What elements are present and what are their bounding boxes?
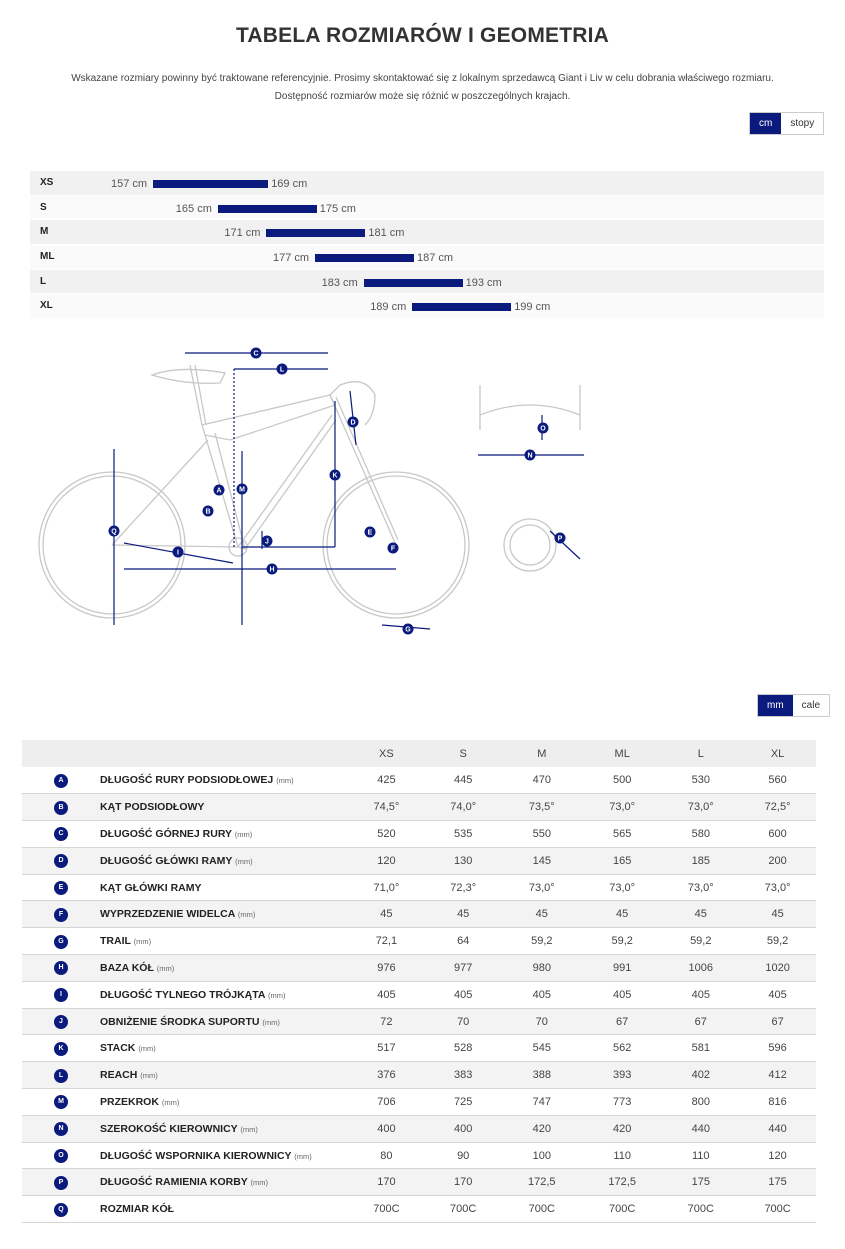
top-tube <box>202 395 335 440</box>
measurement-value: 420 <box>502 1115 582 1142</box>
measurement-unit: (mm) <box>237 910 256 920</box>
measurement-value: 170 <box>348 1169 425 1196</box>
geometry-row <box>22 901 816 928</box>
diagram-badge-p <box>555 533 566 544</box>
measurement-unit: (mm) <box>161 1097 180 1107</box>
measurement-value: 600 <box>739 821 816 848</box>
size-row <box>30 270 824 295</box>
diagram-badge-l <box>277 364 288 375</box>
col-header: S <box>425 740 502 767</box>
measurement-name: DŁUGOŚĆ TYLNEGO TRÓJKĄTA (mm) <box>100 981 348 1008</box>
row-badge: L <box>54 1069 68 1083</box>
measurement-value: 376 <box>348 1062 425 1089</box>
svg-text:G: G <box>405 626 411 634</box>
measurement-unit: (mm) <box>262 1017 280 1027</box>
measurement-value: 565 <box>582 821 662 848</box>
measurement-value: 71,0° <box>348 874 425 901</box>
geometry-row <box>22 874 816 901</box>
measurement-unit: (mm) <box>133 937 152 947</box>
measurement-value: 700C <box>739 1196 816 1223</box>
measurement-value: 130 <box>425 847 502 874</box>
min-height-label: 183 cm <box>321 276 358 289</box>
measurement-value: 747 <box>502 1089 582 1116</box>
measurement-value: 70 <box>425 1008 502 1035</box>
svg-text:J: J <box>265 538 269 546</box>
diagram-badge-k <box>330 470 341 481</box>
height-range-bar <box>266 229 365 237</box>
diagram-badge-e <box>365 527 376 538</box>
unit-feet-button[interactable]: stopy <box>781 113 823 134</box>
max-height-label: 199 cm <box>514 301 551 314</box>
measurement-unit: (mm) <box>294 1151 312 1161</box>
height-range-bar <box>412 303 511 311</box>
geometry-header-row <box>22 740 816 767</box>
geometry-row <box>22 767 816 794</box>
measurement-value: 530 <box>662 767 739 794</box>
diagram-badge-m <box>237 484 248 495</box>
height-range-bar <box>153 180 268 188</box>
max-height-label: 181 cm <box>368 227 405 240</box>
measurement-unit: (mm) <box>235 856 253 866</box>
min-height-label: 157 cm <box>111 178 148 190</box>
measurement-value: 517 <box>348 1035 425 1062</box>
measurement-value: 470 <box>502 767 582 794</box>
measurement-value: 383 <box>425 1062 502 1089</box>
measurement-value: 145 <box>502 847 582 874</box>
measurement-value: 388 <box>502 1062 582 1089</box>
measurement-name: STACK (mm) <box>100 1035 348 1062</box>
min-height-label: 165 cm <box>175 202 212 215</box>
size-label: ML <box>40 251 55 263</box>
measurement-value: 977 <box>425 955 502 982</box>
measurement-value: 45 <box>502 901 582 928</box>
row-badge: G <box>54 935 68 949</box>
measurement-value: 74,5° <box>348 794 425 821</box>
disclaimer-line-2: Dostępność rozmiarów może się różnić w poszczególnych krajach. <box>274 91 571 102</box>
measurement-value: 405 <box>582 981 662 1008</box>
measurement-value: 73,0° <box>662 794 739 821</box>
row-badge: H <box>54 961 68 975</box>
measurement-value: 393 <box>582 1062 662 1089</box>
unit-mm-button[interactable]: mm <box>758 695 793 716</box>
measurement-value: 73,0° <box>582 794 662 821</box>
measurement-value: 45 <box>662 901 739 928</box>
measurement-name: OBNIŻENIE ŚRODKA SUPORTU (mm) <box>100 1008 348 1035</box>
row-badge: C <box>54 827 68 841</box>
down-tube <box>238 415 336 549</box>
unit-inch-button[interactable]: cale <box>793 695 829 716</box>
measurement-value: 980 <box>502 955 582 982</box>
measurement-unit: (mm) <box>268 990 286 1000</box>
row-badge: P <box>54 1176 68 1190</box>
size-row <box>30 294 824 319</box>
measurement-name: TRAIL (mm) <box>100 928 348 955</box>
svg-text:M: M <box>239 486 245 494</box>
measurement-value: 773 <box>582 1089 662 1116</box>
saddle <box>152 369 225 383</box>
size-label: S <box>40 201 47 213</box>
measurement-name: BAZA KÓŁ (mm) <box>100 955 348 982</box>
measurement-value: 405 <box>425 981 502 1008</box>
measurement-value: 73,5° <box>502 794 582 821</box>
measurement-value: 800 <box>662 1089 739 1116</box>
col-header: L <box>662 740 739 767</box>
measurement-value: 175 <box>662 1169 739 1196</box>
size-row <box>30 196 824 221</box>
geometry-row <box>22 955 816 982</box>
measurement-value: 528 <box>425 1035 502 1062</box>
height-range-bar <box>218 205 317 213</box>
svg-text:E: E <box>367 529 373 537</box>
rider-height-chart <box>30 171 824 319</box>
measurement-value: 72,1 <box>348 928 425 955</box>
measurement-value: 45 <box>582 901 662 928</box>
geometry-row <box>22 1196 816 1223</box>
row-badge: M <box>54 1095 68 1109</box>
row-badge: K <box>54 1042 68 1056</box>
seatpost <box>190 365 206 425</box>
svg-text:L: L <box>279 366 285 374</box>
size-label: XL <box>40 300 53 312</box>
measurement-name: SZEROKOŚĆ KIEROWNICY (mm) <box>100 1115 348 1142</box>
measurement-unit: (mm) <box>156 963 175 973</box>
diagram-badge-c <box>251 348 262 359</box>
measurement-value: 400 <box>425 1115 502 1142</box>
row-badge: O <box>54 1149 68 1163</box>
measurement-value: 67 <box>582 1008 662 1035</box>
row-badge: F <box>54 908 68 922</box>
measurement-value: 520 <box>348 821 425 848</box>
diagram-badge-d <box>348 417 359 428</box>
geometry-table <box>22 740 816 1223</box>
bike-geometry-diagram <box>30 335 600 645</box>
measurement-value: 816 <box>739 1089 816 1116</box>
measurement-value: 80 <box>348 1142 425 1169</box>
measurement-unit: (mm) <box>140 1071 158 1081</box>
measurement-value: 90 <box>425 1142 502 1169</box>
measurement-value: 445 <box>425 767 502 794</box>
size-row <box>30 171 824 196</box>
measurement-value: 562 <box>582 1035 662 1062</box>
svg-text:D: D <box>350 419 356 427</box>
measurement-value: 73,0° <box>582 874 662 901</box>
measurement-value: 74,0° <box>425 794 502 821</box>
measurement-name: WYPRZEDZENIE WIDELCA (mm) <box>100 901 348 928</box>
row-badge: A <box>54 774 68 788</box>
diagram-badge-b <box>203 506 214 517</box>
measurement-value: 73,0° <box>502 874 582 901</box>
svg-text:Q: Q <box>111 528 117 536</box>
measurement-value: 700C <box>502 1196 582 1223</box>
max-height-label: 187 cm <box>417 252 454 265</box>
svg-text:C: C <box>253 350 259 358</box>
measurement-value: 420 <box>582 1115 662 1142</box>
measurement-name: DŁUGOŚĆ GŁÓWKI RAMY (mm) <box>100 847 348 874</box>
svg-text:P: P <box>557 535 563 543</box>
measurement-value: 100 <box>502 1142 582 1169</box>
max-height-label: 169 cm <box>271 178 308 190</box>
geometry-row <box>22 928 816 955</box>
measurement-value: 500 <box>582 767 662 794</box>
height-range-bar <box>315 254 414 262</box>
chainring <box>504 519 556 571</box>
measurement-value: 72 <box>348 1008 425 1035</box>
measurement-value: 706 <box>348 1089 425 1116</box>
measurement-name: DŁUGOŚĆ WSPORNIKA KIEROWNICY (mm) <box>100 1142 348 1169</box>
measurement-value: 550 <box>502 821 582 848</box>
measurement-unit: (mm) <box>250 1178 269 1188</box>
diagram-badge-i <box>173 547 184 558</box>
measurement-value: 700C <box>582 1196 662 1223</box>
measurement-value: 67 <box>739 1008 816 1035</box>
bike-outline <box>39 365 580 618</box>
measurement-value: 991 <box>582 955 662 982</box>
measurement-value: 535 <box>425 821 502 848</box>
min-height-label: 171 cm <box>224 227 261 240</box>
measurement-value: 59,2 <box>502 928 582 955</box>
geometry-row <box>22 1062 816 1089</box>
diagram-badge-g <box>403 624 414 635</box>
measurement-value: 405 <box>662 981 739 1008</box>
measurement-value: 72,3° <box>425 874 502 901</box>
measurement-value: 581 <box>662 1035 739 1062</box>
svg-text:O: O <box>540 425 546 433</box>
size-label: M <box>40 226 49 238</box>
fork <box>330 395 398 545</box>
row-badge: B <box>54 801 68 815</box>
col-header: ML <box>582 740 662 767</box>
measurement-value: 725 <box>425 1089 502 1116</box>
measurement-value: 560 <box>739 767 816 794</box>
geometry-row <box>22 1089 816 1116</box>
svg-text:B: B <box>205 508 211 516</box>
svg-text:A: A <box>216 487 222 495</box>
unit-cm-button[interactable]: cm <box>750 113 781 134</box>
row-badge: E <box>54 881 68 895</box>
measurement-value: 120 <box>739 1142 816 1169</box>
measurement-value: 405 <box>502 981 582 1008</box>
measurement-value: 110 <box>662 1142 739 1169</box>
diagram-badge-o <box>538 423 549 434</box>
measurement-name: PRZEKROK (mm) <box>100 1089 348 1116</box>
size-label: L <box>40 275 47 287</box>
size-row <box>30 220 824 245</box>
measurement-value: 70 <box>502 1008 582 1035</box>
svg-text:F: F <box>390 545 396 553</box>
geometry-row <box>22 794 816 821</box>
geometry-row <box>22 1115 816 1142</box>
measurement-value: 185 <box>662 847 739 874</box>
measurement-value: 402 <box>662 1062 739 1089</box>
measurement-value: 200 <box>739 847 816 874</box>
disclaimer-line-1: Wskazane rozmiary powinny być traktowane referencyjnie. Prosimy skontaktować się z lokalnym sprzedawcą Giant i Liv w celu dobrania właściwego rozmiaru. <box>71 73 774 84</box>
measurement-value: 59,2 <box>582 928 662 955</box>
dimension-lines <box>114 350 584 629</box>
geometry-row <box>22 847 816 874</box>
measurement-value: 412 <box>739 1062 816 1089</box>
measurement-value: 64 <box>425 928 502 955</box>
measurement-value: 175 <box>739 1169 816 1196</box>
measurement-value: 45 <box>348 901 425 928</box>
geometry-unit-toggle[interactable] <box>757 694 830 717</box>
col-header: M <box>502 740 582 767</box>
measurement-value: 440 <box>739 1115 816 1142</box>
measurement-value: 440 <box>662 1115 739 1142</box>
row-badge: I <box>54 988 68 1002</box>
measurement-value: 400 <box>348 1115 425 1142</box>
svg-text:H: H <box>269 566 275 574</box>
measurement-value: 120 <box>348 847 425 874</box>
measurement-unit: (mm) <box>276 776 294 786</box>
row-badge: D <box>54 854 68 868</box>
svg-text:N: N <box>527 452 533 460</box>
diagram-badge-j <box>262 536 273 547</box>
measurement-value: 45 <box>425 901 502 928</box>
min-height-label: 177 cm <box>273 252 310 265</box>
size-label: XS <box>40 177 54 188</box>
col-header: XS <box>348 740 425 767</box>
measurement-value: 1006 <box>662 955 739 982</box>
measurement-value: 425 <box>348 767 425 794</box>
diagram-badge-h <box>267 564 278 575</box>
measurement-name: DŁUGOŚĆ RAMIENIA KORBY (mm) <box>100 1169 348 1196</box>
size-row <box>30 245 824 270</box>
measurement-value: 405 <box>348 981 425 1008</box>
measurement-value: 596 <box>739 1035 816 1062</box>
measurement-value: 172,5 <box>582 1169 662 1196</box>
measurement-name: KĄT PODSIODŁOWY <box>100 794 348 821</box>
measurement-value: 67 <box>662 1008 739 1035</box>
measurement-value: 170 <box>425 1169 502 1196</box>
diagram-badge-n <box>525 450 536 461</box>
height-range-bar <box>364 279 463 287</box>
diagram-badge-q <box>109 526 120 537</box>
min-height-label: 189 cm <box>370 301 407 314</box>
max-height-label: 175 cm <box>319 202 356 215</box>
measurement-name: KĄT GŁÓWKI RAMY <box>100 874 348 901</box>
measurement-value: 73,0° <box>662 874 739 901</box>
col-header: XL <box>739 740 816 767</box>
measurement-value: 59,2 <box>739 928 816 955</box>
measurement-value: 165 <box>582 847 662 874</box>
measurement-value: 545 <box>502 1035 582 1062</box>
diagram-badge-a <box>214 485 225 496</box>
svg-text:K: K <box>332 472 338 480</box>
handlebar-front-view <box>480 385 580 430</box>
measurement-value: 72,5° <box>739 794 816 821</box>
measurement-name: DŁUGOŚĆ GÓRNEJ RURY (mm) <box>100 821 348 848</box>
measurement-name: ROZMIAR KÓŁ <box>100 1196 348 1223</box>
measurement-value: 73,0° <box>739 874 816 901</box>
geometry-row <box>22 1169 816 1196</box>
max-height-label: 193 cm <box>465 276 502 289</box>
measurement-value: 1020 <box>739 955 816 982</box>
row-badge: Q <box>54 1203 68 1217</box>
measurement-value: 59,2 <box>662 928 739 955</box>
measurement-value: 45 <box>739 901 816 928</box>
measurement-name: DŁUGOŚĆ RURY PODSIODŁOWEJ (mm) <box>100 767 348 794</box>
size-disclaimer <box>0 70 845 106</box>
geometry-row <box>22 821 816 848</box>
measurement-value: 700C <box>348 1196 425 1223</box>
measurement-value: 405 <box>739 981 816 1008</box>
measurement-unit: (mm) <box>240 1124 258 1134</box>
geometry-row <box>22 1008 816 1035</box>
measurement-unit: (mm) <box>234 829 253 839</box>
geometry-row <box>22 1142 816 1169</box>
measurement-name: REACH (mm) <box>100 1062 348 1089</box>
geometry-row <box>22 1035 816 1062</box>
diagram-badge-f <box>388 543 399 554</box>
svg-text:I: I <box>177 549 179 557</box>
measurement-value: 976 <box>348 955 425 982</box>
measurement-value: 700C <box>662 1196 739 1223</box>
geometry-row <box>22 981 816 1008</box>
measurement-unit: (mm) <box>138 1044 156 1054</box>
measurement-value: 700C <box>425 1196 502 1223</box>
row-badge: N <box>54 1122 68 1136</box>
measurement-value: 110 <box>582 1142 662 1169</box>
measurement-value: 580 <box>662 821 739 848</box>
measurement-value: 172,5 <box>502 1169 582 1196</box>
page-title: TABELA ROZMIARÓW I GEOMETRIA <box>235 24 610 47</box>
height-unit-toggle[interactable] <box>749 112 824 135</box>
diagram-badges <box>109 348 566 635</box>
row-badge: J <box>54 1015 68 1029</box>
